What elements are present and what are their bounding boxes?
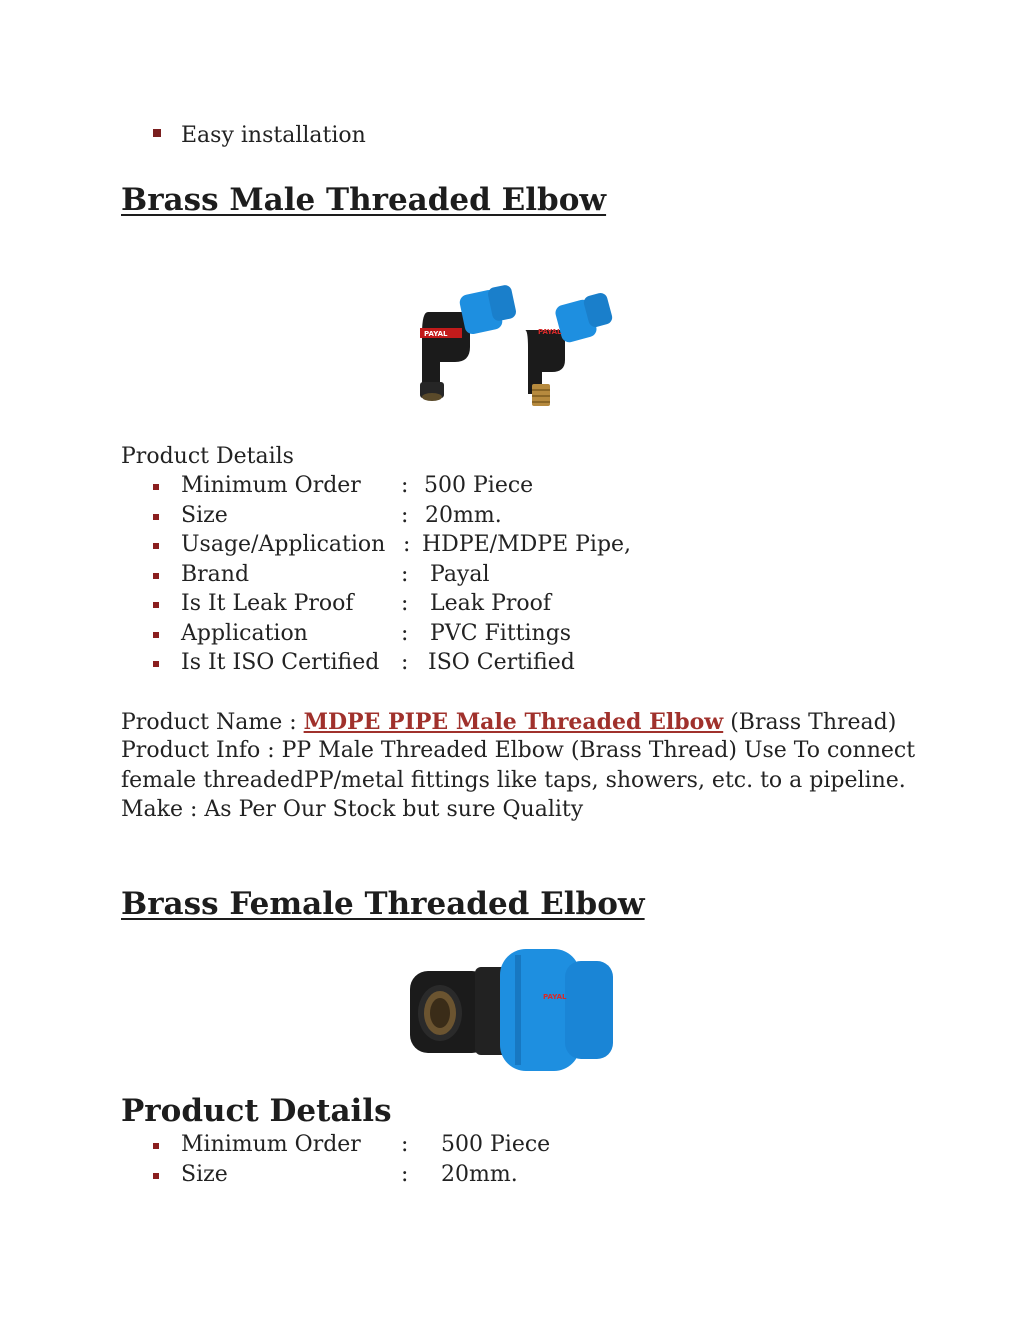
brand-mark-red: PAYAL xyxy=(543,993,567,1001)
detail-label: Minimum Order xyxy=(181,1132,361,1157)
bullet-marker xyxy=(153,129,161,137)
detail-colon: : xyxy=(401,591,409,616)
detail-label: Is It Leak Proof xyxy=(181,591,354,616)
detail-colon: : xyxy=(401,1132,409,1157)
male-elbow-image xyxy=(400,272,630,412)
detail-value: 20mm. xyxy=(425,503,502,528)
detail-label: Brand xyxy=(181,562,250,587)
detail-colon: : xyxy=(401,621,409,646)
bullet-marker xyxy=(153,661,159,667)
detail-colon: : xyxy=(401,1162,409,1187)
detail-value: 20mm. xyxy=(441,1162,518,1187)
detail-label: Application xyxy=(181,621,308,646)
detail-colon: : xyxy=(403,532,411,557)
bullet-marker xyxy=(153,1173,159,1179)
elbow-fitting-right xyxy=(525,291,614,406)
bullet-marker xyxy=(153,573,159,579)
detail-colon: : xyxy=(401,650,409,675)
detail-value: 500 Piece xyxy=(441,1132,551,1157)
detail-label: Is It ISO Certified xyxy=(181,650,380,675)
detail-colon: : xyxy=(401,562,409,587)
detail-label: Usage/Application xyxy=(181,532,386,557)
bullet-marker xyxy=(153,632,159,638)
bullet-marker xyxy=(153,514,159,520)
bullet-marker xyxy=(153,602,159,608)
detail-value: ISO Certified xyxy=(428,650,575,675)
bullet-marker xyxy=(153,1143,159,1149)
detail-value: PVC Fittings xyxy=(430,621,572,646)
bullet-marker xyxy=(153,484,159,490)
product-info-line: Product Info : PP Male Threaded Elbow (Brass Thread) Use To connect xyxy=(121,738,916,763)
section-heading-female-elbow: Brass Female Threaded Elbow xyxy=(121,886,645,922)
detail-value: Payal xyxy=(430,562,490,587)
female-elbow-image xyxy=(405,943,620,1078)
feature-item: Easy installation xyxy=(181,123,366,148)
product-name-suffix: (Brass Thread) xyxy=(730,710,897,735)
product-name-link[interactable]: MDPE PIPE Male Threaded Elbow xyxy=(303,709,724,735)
bullet-marker xyxy=(153,543,159,549)
detail-value: HDPE/MDPE Pipe, xyxy=(422,532,632,557)
detail-colon: : xyxy=(401,473,409,498)
product-name-line xyxy=(121,708,896,737)
make-line: Make : As Per Our Stock but sure Quality xyxy=(121,797,584,822)
section-heading-male-elbow: Brass Male Threaded Elbow xyxy=(121,182,607,218)
product-info-line: female threadedPP/metal fittings like taps, showers, etc. to a pipeline. xyxy=(121,768,906,793)
product-name-label: Product Name : xyxy=(121,710,297,735)
brand-mark-left: PAYAL xyxy=(424,330,448,338)
brand-mark-right: PAYAL xyxy=(538,328,562,336)
detail-value: 500 Piece xyxy=(424,473,534,498)
product-details-heading: Product Details xyxy=(121,1093,392,1129)
detail-label: Size xyxy=(181,1162,228,1187)
detail-colon: : xyxy=(401,503,409,528)
detail-label: Minimum Order xyxy=(181,473,361,498)
detail-label: Size xyxy=(181,503,228,528)
product-details-title: Product Details xyxy=(121,444,294,469)
detail-value: Leak Proof xyxy=(430,591,552,616)
elbow-fitting-left xyxy=(420,284,517,401)
